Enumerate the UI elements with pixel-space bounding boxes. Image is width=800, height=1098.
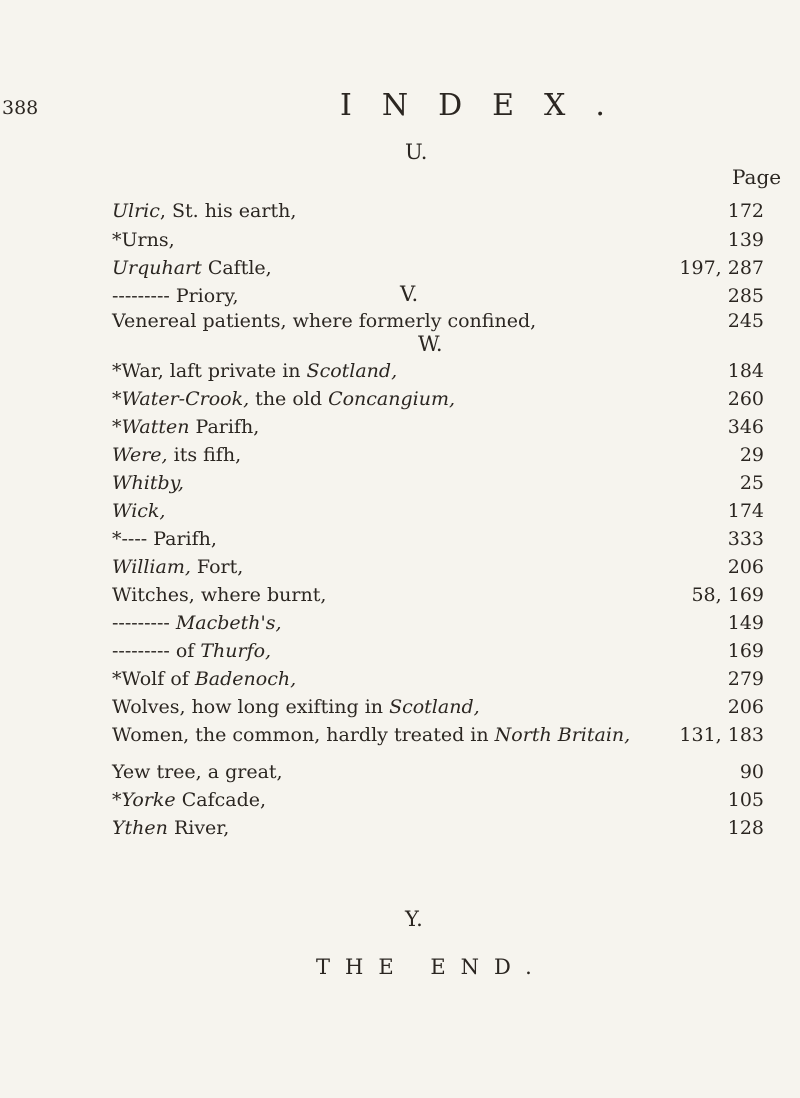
entry-page-ref: 197, 287 xyxy=(679,257,764,279)
entry-page-ref: 128 xyxy=(727,817,764,839)
index-entry xyxy=(112,758,283,786)
entry-page-ref: 245 xyxy=(727,310,764,332)
entry-text: Wick, xyxy=(112,500,166,522)
entry-text: Scotland, xyxy=(389,696,480,718)
page-title: INDEX. xyxy=(340,88,635,123)
entry-text: Thurfo, xyxy=(200,640,272,662)
page-number: 388 xyxy=(2,97,39,119)
index-entry xyxy=(112,226,175,254)
entry-text: Urquhart xyxy=(112,257,202,279)
entry-page-ref: 279 xyxy=(727,668,764,690)
entry-text: Yorke xyxy=(121,789,176,811)
index-entry xyxy=(112,282,239,310)
entry-page-ref: 285 xyxy=(727,285,764,307)
entry-text: Venereal patients, where formerly confined, xyxy=(112,310,537,332)
entry-text: Ythen xyxy=(112,817,168,839)
entry-page-ref: 260 xyxy=(727,388,764,410)
entry-text: its fifh, xyxy=(167,444,242,466)
entry-text: Wolf of xyxy=(121,668,195,690)
entry-text: Urns, xyxy=(121,229,175,251)
entry-page-ref: 206 xyxy=(727,556,764,578)
section-letter: V. xyxy=(400,282,419,306)
page-column-heading: Page xyxy=(732,165,782,189)
asterisk-mark: * xyxy=(112,789,122,811)
entry-text: --------- of xyxy=(112,640,201,662)
entry-text: ---- Parifh, xyxy=(121,528,217,550)
entry-text: Watten xyxy=(121,416,190,438)
entry-text: Whitby, xyxy=(112,472,184,494)
index-entry xyxy=(112,637,271,665)
index-entry xyxy=(112,553,243,581)
entry-page-ref: 25 xyxy=(739,472,764,494)
entry-text: Wolves, how long exifting in xyxy=(112,696,390,718)
entry-text: Concangium, xyxy=(328,388,456,410)
section-letter: Y. xyxy=(405,907,423,931)
entry-text: William, xyxy=(112,556,191,578)
entry-page-ref: 139 xyxy=(727,229,764,251)
entry-page-ref: 169 xyxy=(727,640,764,662)
entry-page-ref: 149 xyxy=(727,612,764,634)
asterisk-mark: * xyxy=(112,416,122,438)
entry-text: Ulric xyxy=(112,200,160,222)
section-letter: U. xyxy=(405,140,428,164)
index-entry xyxy=(112,721,630,749)
index-entry xyxy=(112,413,259,441)
index-entry xyxy=(112,609,282,637)
asterisk-mark: * xyxy=(112,668,122,690)
entry-page-ref: 172 xyxy=(727,200,764,222)
index-entry xyxy=(112,525,217,553)
entry-text: Cafcade, xyxy=(175,789,267,811)
entry-text: --------- Priory, xyxy=(112,285,239,307)
entry-page-ref: 184 xyxy=(727,360,764,382)
entry-page-ref: 206 xyxy=(727,696,764,718)
asterisk-mark: * xyxy=(112,360,122,382)
entry-text: , St. his earth, xyxy=(159,200,297,222)
section-letter: W. xyxy=(418,332,443,356)
entry-text: --------- xyxy=(112,612,176,634)
asterisk-mark: * xyxy=(112,388,122,410)
entry-page-ref: 90 xyxy=(739,761,764,783)
index-entry xyxy=(112,786,266,814)
entry-text: Water-Crook, xyxy=(121,388,250,410)
entry-page-ref: 29 xyxy=(739,444,764,466)
entry-text: Women, the common, hardly treated in xyxy=(112,724,495,746)
entry-page-ref: 333 xyxy=(727,528,764,550)
asterisk-mark: * xyxy=(112,229,122,251)
entry-page-ref: 58, 169 xyxy=(691,584,764,606)
index-entry xyxy=(112,469,184,497)
entry-text: Witches, where burnt, xyxy=(112,584,327,606)
index-entry xyxy=(112,441,241,469)
asterisk-mark: * xyxy=(112,528,122,550)
index-entry xyxy=(112,254,272,282)
index-entry xyxy=(112,814,229,842)
index-entry xyxy=(112,693,480,721)
entry-page-ref: 174 xyxy=(727,500,764,522)
entry-text: Caftle, xyxy=(201,257,272,279)
entry-text: the old xyxy=(249,388,329,410)
entry-text: River, xyxy=(167,817,230,839)
index-entry xyxy=(112,197,296,225)
entry-text: Badenoch, xyxy=(194,668,297,690)
index-entry xyxy=(112,357,397,385)
entry-text: Fort, xyxy=(190,556,244,578)
index-entry xyxy=(112,497,165,525)
entry-text: Scotland, xyxy=(306,360,398,382)
entry-page-ref: 131, 183 xyxy=(679,724,764,746)
index-entry xyxy=(112,307,536,335)
index-entry xyxy=(112,581,326,609)
the-end-text: THE END. xyxy=(316,955,547,979)
entry-text: Macbeth's, xyxy=(175,612,282,634)
entry-text: Were, xyxy=(112,444,168,466)
entry-page-ref: 105 xyxy=(727,789,764,811)
entry-text: Parifh, xyxy=(189,416,260,438)
index-entry xyxy=(112,665,296,693)
entry-text: War, laft private in xyxy=(121,360,307,382)
index-entry xyxy=(112,385,455,413)
entry-text: North Britain, xyxy=(494,724,631,746)
entry-page-ref: 346 xyxy=(727,416,764,438)
entry-text: Yew tree, a great, xyxy=(112,761,283,783)
